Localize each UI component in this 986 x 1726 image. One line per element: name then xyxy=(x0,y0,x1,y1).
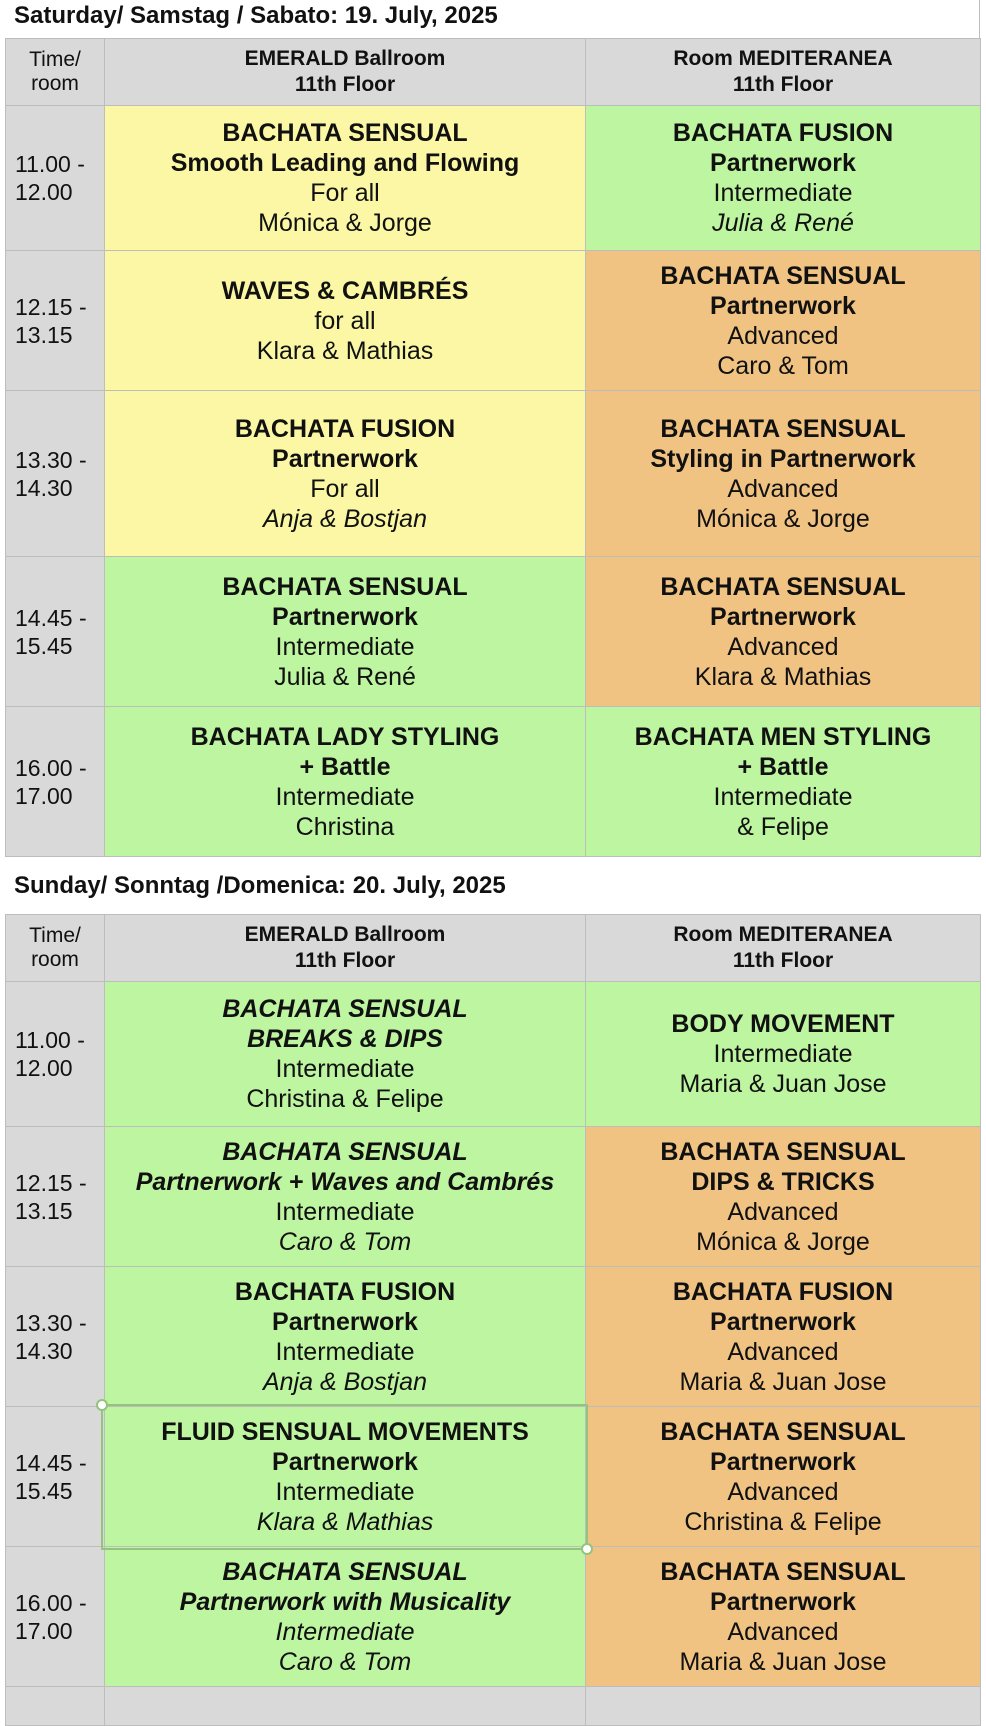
mediteranea-class-cell[interactable] xyxy=(586,391,981,557)
time-slot-cell[interactable] xyxy=(6,1407,105,1547)
class-line: Intermediate xyxy=(713,1040,853,1068)
emerald-class-cell[interactable] xyxy=(105,1407,586,1547)
emerald-class-cell[interactable] xyxy=(105,251,586,391)
header-row xyxy=(6,915,981,982)
class-line: Maria & Juan Jose xyxy=(679,1070,887,1098)
empty-cell[interactable] xyxy=(6,1687,105,1726)
header-line: EMERALD Ballroom xyxy=(244,47,446,70)
class-line: Advanced xyxy=(727,321,839,350)
mediteranea-class-cell[interactable] xyxy=(586,1267,981,1407)
time-slot-cell[interactable] xyxy=(6,251,105,391)
time-line: 14.45 - xyxy=(15,604,87,631)
class-line: Christina xyxy=(295,812,395,841)
schedule-row xyxy=(6,1267,981,1407)
emerald-class-cell[interactable] xyxy=(105,557,586,707)
empty-cell[interactable] xyxy=(586,1687,981,1726)
class-line: Advanced xyxy=(727,1617,839,1646)
class-line: Christina & Felipe xyxy=(246,1085,444,1113)
time-line: 17.00 xyxy=(15,782,73,809)
schedule-row xyxy=(6,1547,981,1687)
class-line: & Felipe xyxy=(737,812,829,841)
class-line: Intermediate xyxy=(275,1477,415,1506)
class-line: Caro & Tom xyxy=(717,351,849,380)
class-line: Partnerwork xyxy=(710,291,856,320)
class-line: Intermediate xyxy=(275,632,415,661)
header-line: room xyxy=(31,72,79,95)
header-line: 11th Floor xyxy=(294,73,396,96)
class-line: Advanced xyxy=(727,1337,839,1366)
class-line: Partnerwork xyxy=(272,602,418,631)
mediteranea-class-cell[interactable] xyxy=(586,707,981,857)
class-line: BACHATA MEN STYLING xyxy=(634,722,932,751)
emerald-ballroom-header[interactable] xyxy=(105,39,586,106)
time-slot-cell[interactable] xyxy=(6,106,105,251)
class-line: Partnerwork xyxy=(710,1447,856,1476)
class-line: BACHATA FUSION xyxy=(234,1277,456,1306)
time-room-header[interactable] xyxy=(6,915,105,982)
time-line: 12.15 - xyxy=(15,293,87,320)
emerald-class-cell[interactable] xyxy=(105,1547,586,1687)
class-line: Mónica & Jorge xyxy=(258,209,432,237)
class-line: Mónica & Jorge xyxy=(696,504,870,533)
mediteranea-class-cell[interactable] xyxy=(586,251,981,391)
emerald-class-cell[interactable] xyxy=(105,982,586,1127)
class-line: Intermediate xyxy=(713,782,853,811)
schedule-row xyxy=(6,106,981,251)
header-line: Room MEDITERANEA xyxy=(673,47,893,70)
header-line: 11th Floor xyxy=(294,949,396,972)
emerald-class-cell[interactable] xyxy=(105,106,586,251)
class-line: Advanced xyxy=(727,632,839,661)
page-right-rule xyxy=(979,0,980,38)
header-line: Time/ xyxy=(29,48,81,71)
time-slot-cell[interactable] xyxy=(6,1267,105,1407)
class-line: BODY MOVEMENT xyxy=(671,1010,895,1038)
header-row xyxy=(6,39,981,106)
emerald-class-cell[interactable] xyxy=(105,1127,586,1267)
time-slot-cell[interactable] xyxy=(6,1127,105,1267)
class-line: BACHATA SENSUAL xyxy=(222,119,468,147)
time-line: 11.00 - xyxy=(15,1027,85,1053)
room-mediteranea-header[interactable] xyxy=(586,915,981,982)
time-line: 12.15 - xyxy=(15,1169,87,1196)
time-line: 17.00 xyxy=(15,1617,73,1644)
class-line: Smooth Leading and Flowing xyxy=(170,149,520,177)
class-line: + Battle xyxy=(737,752,829,781)
class-line: BACHATA SENSUAL xyxy=(660,1557,906,1586)
room-mediteranea-header[interactable] xyxy=(586,39,981,106)
sunday-schedule-table xyxy=(5,914,981,1726)
class-line: BACHATA SENSUAL xyxy=(660,1137,906,1166)
time-slot-cell[interactable] xyxy=(6,391,105,557)
time-line: 11.00 - xyxy=(15,151,85,177)
class-line: Partnerwork xyxy=(710,1307,856,1336)
emerald-ballroom-header[interactable] xyxy=(105,915,586,982)
schedule-row xyxy=(6,391,981,557)
class-line: Julia & René xyxy=(274,662,416,691)
class-line: Partnerwork + Waves and Cambrés xyxy=(135,1167,555,1196)
mediteranea-class-cell[interactable] xyxy=(586,1407,981,1547)
time-line: 14.30 xyxy=(15,1337,73,1364)
schedule-row xyxy=(6,1127,981,1267)
class-line: BACHATA SENSUAL xyxy=(222,572,468,601)
time-line: 13.15 xyxy=(15,321,73,348)
class-line: Intermediate xyxy=(275,782,415,811)
class-line: Caro & Tom xyxy=(278,1227,412,1256)
class-line: Intermediate xyxy=(713,179,853,207)
class-line: Klara & Mathias xyxy=(694,662,872,691)
class-line: Julia & René xyxy=(712,209,854,237)
saturday-title: Saturday/ Samstag / Sabato: 19. July, 2025 xyxy=(14,2,498,29)
time-line: 12.00 xyxy=(15,179,73,205)
time-line: 13.30 - xyxy=(15,446,87,473)
time-slot-cell[interactable] xyxy=(6,1547,105,1687)
mediteranea-class-cell[interactable] xyxy=(586,1547,981,1687)
class-line: Mónica & Jorge xyxy=(696,1227,870,1256)
class-line: Partnerwork xyxy=(272,1447,418,1476)
class-line: Caro & Tom xyxy=(278,1647,412,1676)
time-line: 12.00 xyxy=(15,1055,73,1081)
header-line: EMERALD Ballroom xyxy=(244,923,446,946)
class-line: Partnerwork xyxy=(710,149,856,177)
header-line: 11th Floor xyxy=(732,949,834,972)
time-line: 13.30 - xyxy=(15,1309,87,1336)
time-slot-cell[interactable] xyxy=(6,982,105,1127)
class-line: FLUID SENSUAL MOVEMENTS xyxy=(161,1417,529,1446)
empty-cell[interactable] xyxy=(105,1687,586,1726)
time-line: 14.30 xyxy=(15,474,73,501)
class-line: BACHATA SENSUAL xyxy=(222,1557,468,1586)
class-line: BACHATA FUSION xyxy=(234,414,456,443)
time-line: 16.00 - xyxy=(15,754,87,781)
schedule-row xyxy=(6,1407,981,1547)
saturday-schedule-table xyxy=(5,38,981,857)
class-line: Partnerwork xyxy=(710,1587,856,1616)
class-line: Partnerwork with Musicality xyxy=(179,1587,511,1616)
sunday-title: Sunday/ Sonntag /Domenica: 20. July, 2025 xyxy=(14,872,506,899)
class-line: for all xyxy=(314,306,376,335)
time-slot-cell[interactable] xyxy=(6,557,105,707)
time-room-header[interactable] xyxy=(6,39,105,106)
header-line: Time/ xyxy=(29,924,81,947)
emerald-class-cell[interactable] xyxy=(105,1267,586,1407)
emerald-class-cell[interactable] xyxy=(105,707,586,857)
class-line: Maria & Juan Jose xyxy=(679,1647,887,1676)
class-line: BACHATA FUSION xyxy=(672,119,894,147)
class-line: Styling in Partnerwork xyxy=(650,444,916,473)
class-line: Anja & Bostjan xyxy=(263,1367,427,1396)
class-line: DIPS & TRICKS xyxy=(691,1167,875,1196)
class-line: Anja & Bostjan xyxy=(263,504,427,533)
class-line: Partnerwork xyxy=(710,602,856,631)
class-line: For all xyxy=(310,474,380,503)
class-line: Advanced xyxy=(727,1197,839,1226)
class-line: Intermediate xyxy=(275,1197,415,1226)
class-line: BACHATA SENSUAL xyxy=(222,995,468,1023)
class-line: Intermediate xyxy=(275,1337,415,1366)
class-line: BACHATA SENSUAL xyxy=(660,572,906,601)
class-line: Advanced xyxy=(727,474,839,503)
mediteranea-class-cell[interactable] xyxy=(586,106,981,251)
class-line: BACHATA SENSUAL xyxy=(660,261,906,290)
class-line: Klara & Mathias xyxy=(256,1507,434,1536)
class-line: BACHATA SENSUAL xyxy=(222,1137,468,1166)
time-line: 13.15 xyxy=(15,1197,73,1224)
mediteranea-class-cell[interactable] xyxy=(586,557,981,707)
class-line: Partnerwork xyxy=(272,444,418,473)
schedule-row xyxy=(6,707,981,857)
class-line: BACHATA SENSUAL xyxy=(660,414,906,443)
class-line: Klara & Mathias xyxy=(256,336,434,365)
class-line: + Battle xyxy=(299,752,391,781)
footer-row xyxy=(6,1687,981,1726)
class-line: Intermediate xyxy=(275,1055,415,1083)
emerald-class-cell[interactable] xyxy=(105,391,586,557)
time-line: 15.45 xyxy=(15,1477,73,1504)
class-line: Intermediate xyxy=(275,1617,415,1646)
time-line: 15.45 xyxy=(15,632,73,659)
class-line: Christina & Felipe xyxy=(684,1507,882,1536)
time-line: 16.00 - xyxy=(15,1589,87,1616)
class-line: BACHATA LADY STYLING xyxy=(190,722,500,751)
header-line: 11th Floor xyxy=(732,73,834,96)
schedule-row xyxy=(6,251,981,391)
class-line: BREAKS & DIPS xyxy=(247,1025,443,1053)
header-line: room xyxy=(31,948,79,971)
header-line: Room MEDITERANEA xyxy=(673,923,893,946)
time-slot-cell[interactable] xyxy=(6,707,105,857)
class-line: Maria & Juan Jose xyxy=(679,1367,887,1396)
mediteranea-class-cell[interactable] xyxy=(586,1127,981,1267)
time-line: 14.45 - xyxy=(15,1449,87,1476)
class-line: BACHATA FUSION xyxy=(672,1277,894,1306)
class-line: WAVES & CAMBRÉS xyxy=(221,276,469,305)
class-line: Partnerwork xyxy=(272,1307,418,1336)
schedule-row xyxy=(6,982,981,1127)
class-line: For all xyxy=(310,179,380,207)
class-line: BACHATA SENSUAL xyxy=(660,1417,906,1446)
class-line: Advanced xyxy=(727,1477,839,1506)
schedule-row xyxy=(6,557,981,707)
mediteranea-class-cell[interactable] xyxy=(586,982,981,1127)
